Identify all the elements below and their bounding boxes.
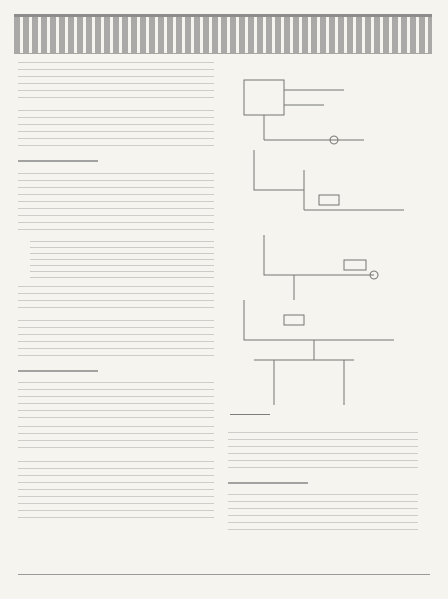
body-paragraph [18,378,214,418]
folio-right [400,577,430,582]
body-paragraph [18,426,214,448]
circuit-diagram [224,60,424,415]
body-paragraph [18,316,214,356]
page-footer [18,574,430,585]
body-paragraph [18,456,214,518]
circuit-diagram-drawing [224,60,424,415]
body-paragraph [228,490,418,530]
body-paragraph [18,58,214,98]
figure-caption [230,409,270,415]
code-listing [30,238,214,278]
body-paragraph [18,168,214,230]
body-paragraph [18,106,214,146]
folio-left [18,577,48,582]
left-text-column [18,58,214,568]
body-paragraph [228,428,418,468]
section-heading [18,154,98,162]
section-heading [228,476,308,484]
right-text-column [228,428,418,568]
section-heading [18,364,98,372]
body-paragraph [18,286,214,308]
masthead-band [14,14,432,54]
